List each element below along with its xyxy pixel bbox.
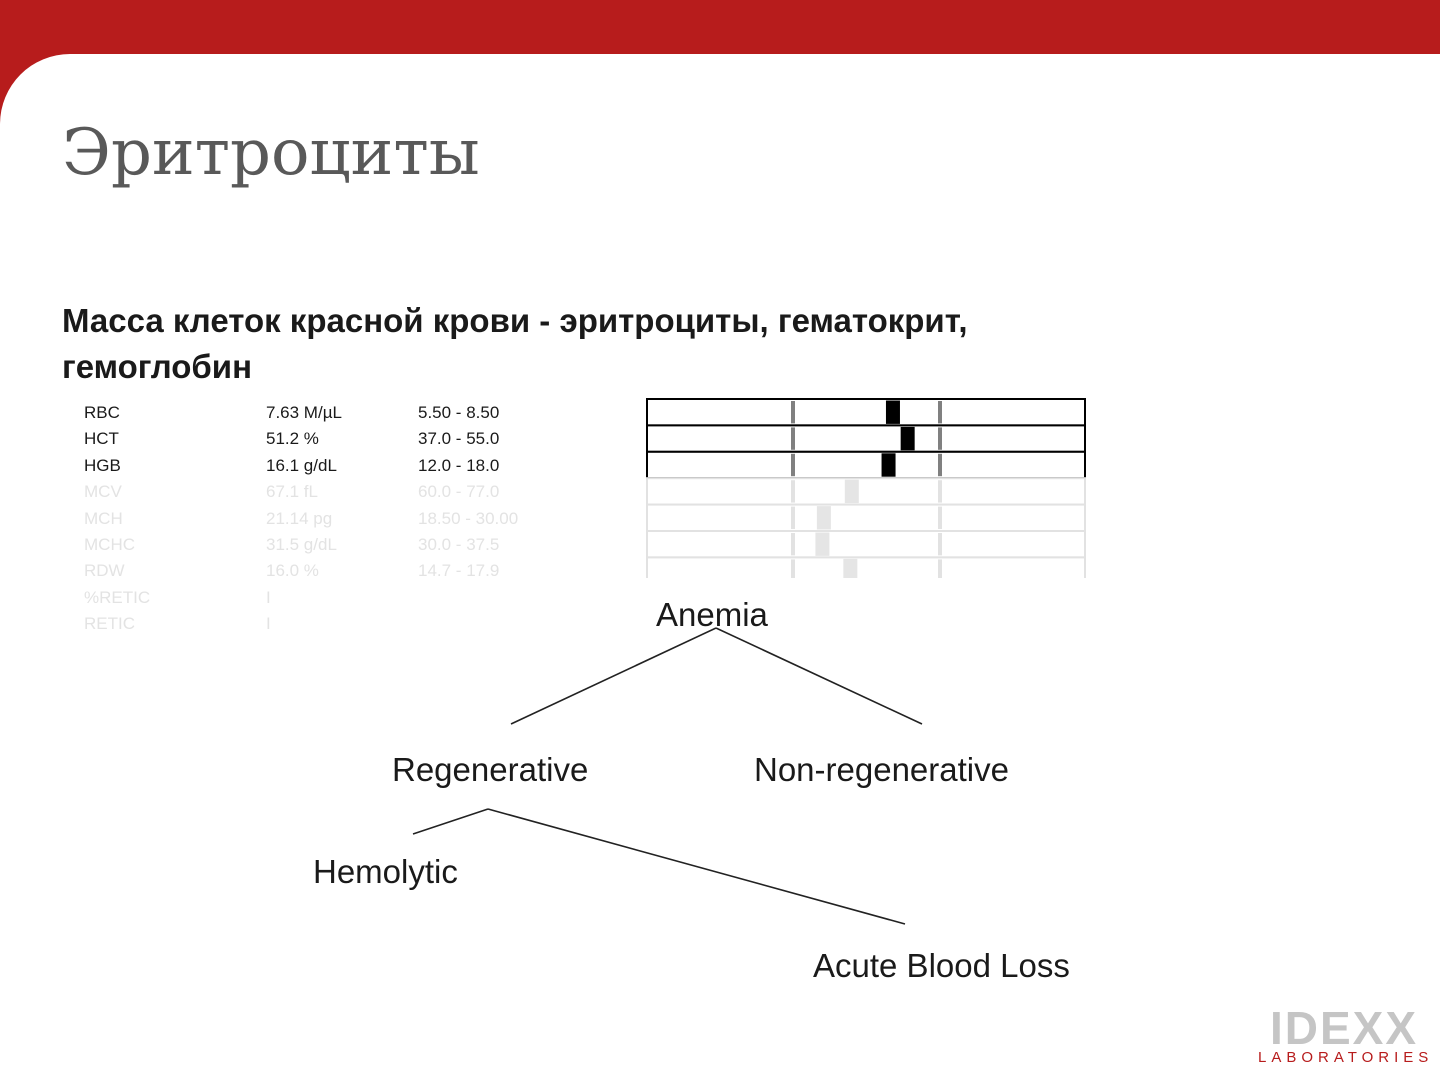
- slide-subtitle: Масса клеток красной крови - эритроциты, гематокрит, гемоглобин: [62, 302, 968, 385]
- line-regenerative-acute: [488, 809, 905, 924]
- line-anemia-nonregenerative: [716, 628, 922, 724]
- analyte-name: MCV: [84, 482, 122, 502]
- tree-node-hemolytic: Hemolytic: [313, 853, 458, 890]
- analyte-reference-range: 14.7 - 17.9: [418, 561, 500, 581]
- analyte-reference-range: 18.50 - 30.00: [418, 508, 519, 528]
- analyte-reference-range: 5.50 - 8.50: [418, 403, 500, 422]
- analyte-result: 16.0 %: [266, 561, 319, 581]
- analyte-reference-range: 60.0 - 77.0: [418, 482, 500, 502]
- analyte-reference-range: 37.0 - 55.0: [418, 429, 500, 449]
- analyte-name: HGB: [84, 455, 121, 475]
- idexx-logo-subtitle: LABORATORIES: [1258, 1049, 1434, 1066]
- analyte-name: RETIC: [84, 614, 135, 634]
- analyte-result: I: [266, 614, 271, 634]
- analyte-name: MCHC: [84, 534, 135, 554]
- analyte-result: 21.14 pg: [266, 508, 333, 528]
- tree-node-acute-blood-loss: Acute Blood Loss: [813, 947, 1070, 984]
- slide-title: Эритроциты: [62, 116, 480, 190]
- analyte-name: %RETIC: [84, 587, 151, 607]
- analyte-reference-range: 12.0 - 18.0: [418, 455, 500, 475]
- analyte-result: 31.5 g/dL: [266, 534, 337, 554]
- idexx-logo: [1258, 1002, 1434, 1068]
- analyte-result: I: [266, 587, 271, 607]
- analyte-result: 7.63 M/µL: [266, 403, 342, 422]
- tree-node-anemia: Anemia: [656, 596, 768, 633]
- tree-node-non-regenerative: Non-regenerative: [754, 751, 1009, 788]
- idexx-logo-mark: IDEXX: [1269, 1002, 1419, 1054]
- line-regenerative-hemolytic: [413, 809, 488, 834]
- analyte-name: HCT: [84, 429, 119, 449]
- analyte-result: 67.1 fL: [266, 482, 318, 502]
- analyte-result: 16.1 g/dL: [266, 455, 337, 475]
- analyte-reference-range: 30.0 - 37.5: [418, 534, 500, 554]
- analyte-name: RDW: [84, 561, 125, 581]
- line-anemia-regenerative: [511, 628, 716, 724]
- analyte-result: 51.2 %: [266, 429, 319, 449]
- analyte-name: RBC: [84, 403, 120, 422]
- analyte-name: MCH: [84, 508, 123, 528]
- tree-node-regenerative: Regenerative: [392, 751, 589, 788]
